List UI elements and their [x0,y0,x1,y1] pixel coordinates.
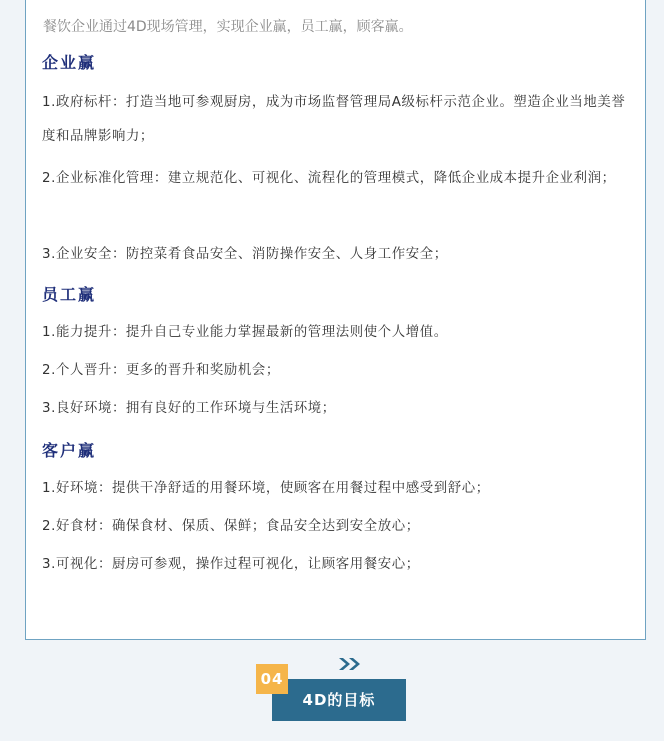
list-item: 1.能力提升：提升自己专业能力掌握最新的管理法则使个人增值。 [42,325,448,340]
section-heading-company: 企业赢 [42,53,97,72]
section-heading-customer: 客户赢 [42,441,97,460]
list-item: 3.良好环境：拥有良好的工作环境与生活环境； [42,401,336,416]
list-item: 2.好食材：确保食材、保质、保鲜；食品安全达到安全放心； [42,519,420,534]
list-item: 2.企业标准化管理：建立规范化、可视化、流程化的管理模式，降低企业成本提升企业利润； [42,171,616,186]
list-item: 1.政府标杆：打造当地可参观厨房，成为市场监督管理局A级标杆示范企业。塑造企业当地美誉度和品牌影响力； [42,95,626,144]
content-card [25,0,646,640]
list-item: 3.可视化：厨房可参观，操作过程可视化，让顾客用餐安心； [42,557,420,572]
list-item: 2.个人晋升：更多的晋升和奖励机会； [42,363,280,378]
list-item: 1.好环境：提供干净舒适的用餐环境，使顾客在用餐过程中感受到舒心； [42,481,490,496]
section-heading-employee: 员工赢 [42,285,97,304]
intro-text: 餐饮企业通过4D现场管理，实现企业赢，员工赢，顾客赢。 [43,19,413,35]
list-item: 3.企业安全：防控菜肴食品安全、消防操作安全、人身工作安全； [42,247,448,262]
double-chevron-right-icon [337,656,363,670]
section-number-badge: 04 [256,664,288,694]
section-title-badge: 4D的目标 [272,679,406,721]
